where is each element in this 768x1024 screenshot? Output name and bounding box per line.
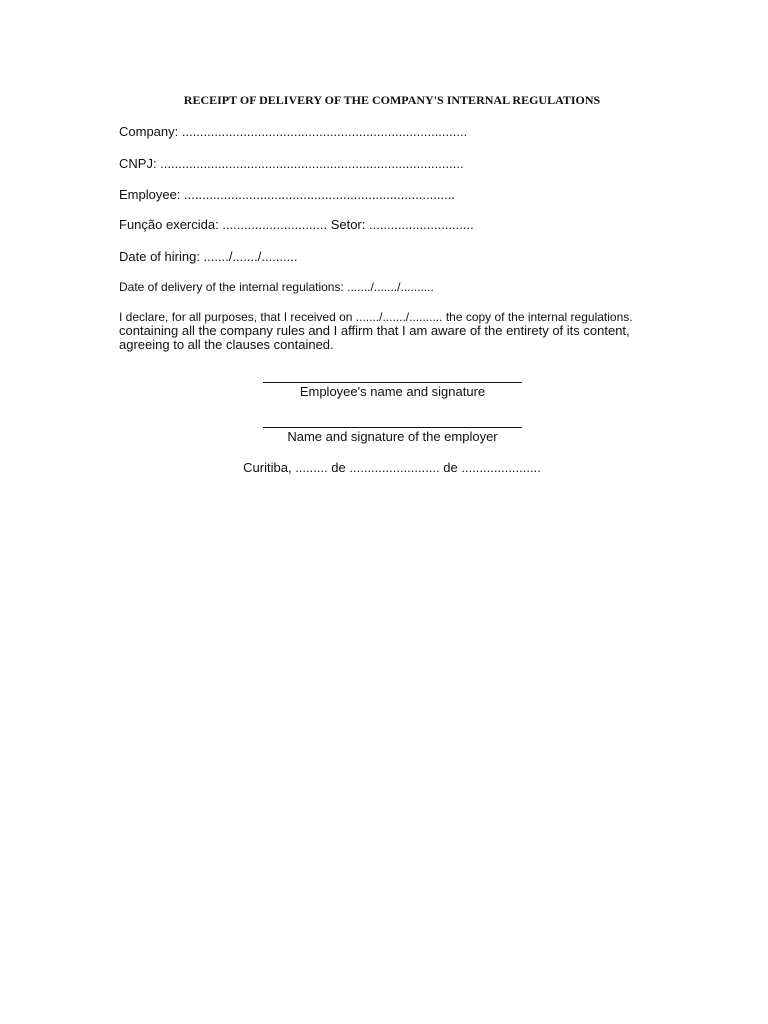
employee-field: Employee: ........................................................................... — [119, 187, 455, 202]
declaration-line-3: agreeing to all the clauses contained. — [119, 337, 334, 352]
cnpj-field: CNPJ: .................................................................................... — [119, 156, 464, 171]
declaration-line-2: containing all the company rules and I affirm that I am aware of the entirety of its content, — [119, 323, 630, 338]
declaration-paragraph — [119, 310, 659, 352]
declaration-line-1: I declare, for all purposes, that I received on ......./......./.......... the copy of the internal regulations. — [119, 310, 633, 324]
place-and-date: Curitiba, ......... de ......................... de ...................... — [243, 460, 541, 475]
employee-signature-line — [263, 382, 522, 383]
function-sector-field: Função exercida: ............................. Setor: ............................. — [119, 217, 474, 232]
employer-signature-caption: Name and signature of the employer — [287, 429, 498, 444]
date-of-delivery-field: Date of delivery of the internal regulations: ......./......./.......... — [119, 280, 434, 294]
employer-signature-line — [263, 427, 522, 428]
document-title: RECEIPT OF DELIVERY OF THE COMPANY'S INTERNAL REGULATIONS — [183, 93, 601, 107]
date-of-hiring-field: Date of hiring: ......./......./.......... — [119, 249, 298, 264]
company-field: Company: ............................................................................... — [119, 124, 468, 139]
employee-signature-caption: Employee's name and signature — [299, 384, 486, 399]
